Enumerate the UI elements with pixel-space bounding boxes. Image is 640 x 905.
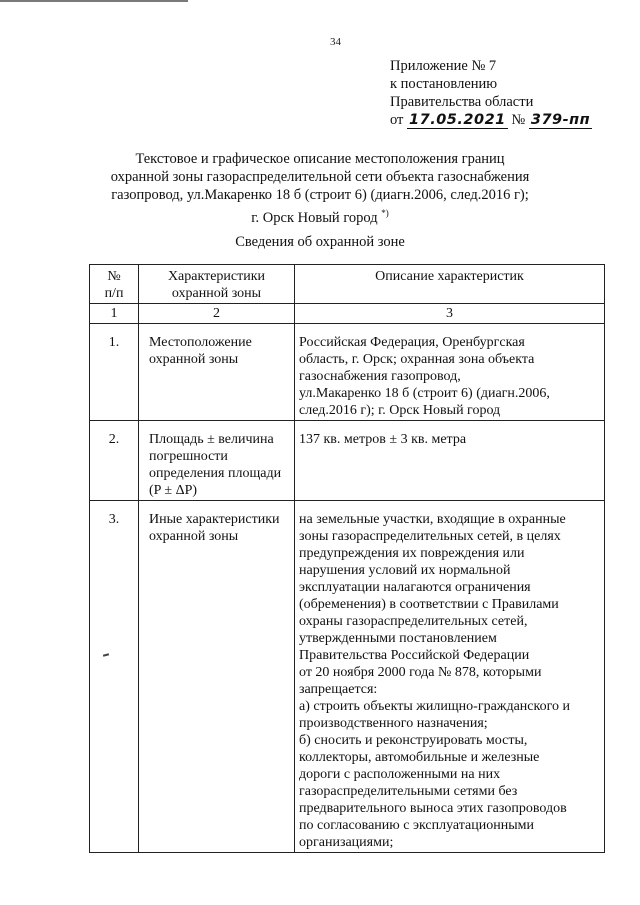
section-subtitle: Сведения об охранной зоне — [235, 234, 405, 250]
col-number-2: 2 — [139, 304, 295, 324]
char-line: погрешности — [149, 449, 228, 464]
desc-line: Российская Федерация, Оренбургская — [299, 335, 525, 350]
char-line: охранной зоны — [149, 529, 239, 544]
row-description — [295, 421, 605, 501]
header-char-line-1: Характеристики — [167, 269, 266, 284]
header-description: Описание характеристик — [295, 265, 605, 304]
column-number-row — [90, 304, 605, 324]
desc-line: газораспределительными сетями без — [299, 784, 518, 799]
desc-line: газоснабжения газопровод, — [299, 369, 461, 384]
handwritten-number: 379-пп — [530, 112, 591, 128]
table-row — [90, 324, 605, 421]
title-line-4 — [60, 204, 580, 227]
char-line: Местоположение — [149, 335, 252, 350]
footnote-mark: *) — [381, 208, 389, 218]
header-num — [90, 265, 139, 304]
desc-line: предварительного выноса этих газопроводов — [299, 801, 567, 816]
document-title — [60, 150, 580, 227]
desc-line: организациями; — [299, 835, 394, 850]
col-number-1: 1 — [90, 304, 139, 324]
desc-line: эксплуатации налагаются ограничения — [299, 580, 531, 595]
row-number: 2. — [90, 421, 139, 501]
desc-line: по согласованию с эксплуатационными — [299, 818, 534, 833]
row-description — [295, 324, 605, 421]
appendix-line-3: Правительства области — [390, 94, 534, 110]
table-row — [90, 501, 605, 853]
desc-line: дороги с расположенными на них — [299, 767, 501, 782]
desc-line: а) строить объекты жилищно-гражданского и — [299, 699, 570, 714]
desc-line: б) сносить и реконструировать мосты, — [299, 733, 528, 748]
title-line-3: газопровод, ул.Макаренко 18 б (строит 6) (диагн.2006, след.2016 г); — [111, 187, 529, 203]
header-characteristics — [139, 265, 295, 304]
desc-line: Правительства Российской Федерации — [299, 648, 530, 663]
page-number: 34 — [330, 36, 341, 48]
desc-line: предупреждения их повреждения или — [299, 546, 525, 561]
appendix-header — [390, 57, 592, 129]
row-characteristic — [139, 421, 295, 501]
desc-line: запрещается: — [299, 682, 378, 697]
desc-line: коллекторы, автомобильные и железные — [299, 750, 540, 765]
desc-line: производственного назначения; — [299, 716, 488, 731]
appendix-line-2: к постановлению — [390, 76, 498, 92]
desc-line: утвержденными постановлением — [299, 631, 497, 646]
appendix-no-sign: № — [511, 112, 526, 128]
char-line: Иные характеристики — [149, 512, 280, 527]
header-num-line-1: № — [107, 269, 121, 284]
appendix-prefix-ot: от — [390, 112, 404, 128]
desc-line: 137 кв. метров ± 3 кв. метра — [299, 432, 467, 447]
col-number-3: 3 — [295, 304, 605, 324]
desc-line: охраны газораспределительных сетей, — [299, 614, 528, 629]
appendix-line-1: Приложение № 7 — [390, 58, 497, 74]
row-number: 1. — [90, 324, 139, 421]
header-char-line-2: охранной зоны — [171, 286, 262, 301]
desc-line: след.2016 г); г. Орск Новый город — [299, 403, 501, 418]
title-city: г. Орск Новый город — [251, 209, 378, 226]
table-header-row — [90, 265, 605, 304]
desc-line: ул.Макаренко 18 б (строит 6) (диагн.2006, — [299, 386, 550, 401]
row-characteristic — [139, 324, 295, 421]
row-number: 3. — [90, 501, 139, 853]
row-description — [295, 501, 605, 853]
table-row — [90, 421, 605, 501]
desc-line: область, г. Орск; охранная зона объекта — [299, 352, 535, 367]
appendix-date-line — [390, 111, 592, 129]
char-line: Площадь ± величина — [149, 432, 274, 447]
char-line: охранной зоны — [149, 352, 239, 367]
header-num-line-2: п/п — [104, 286, 124, 301]
top-rule-line — [0, 0, 188, 2]
desc-line: нарушения условий их нормальной — [299, 563, 511, 578]
protection-zone-table — [89, 264, 605, 853]
char-line: (P ± ΔP) — [149, 483, 198, 498]
title-line-2: охранной зоны газораспределительной сети объекта газоснабжения — [110, 169, 530, 185]
desc-line: (обременения) в соответствии с Правилами — [299, 597, 559, 612]
title-line-1: Текстовое и графическое описание местоположения границ — [135, 151, 505, 167]
desc-line: от 20 ноября 2000 года № 878, которыми — [299, 665, 542, 680]
row-characteristic — [139, 501, 295, 853]
desc-line: на земельные участки, входящие в охранные — [299, 512, 566, 527]
handwritten-date: 17.05.2021 — [409, 112, 506, 128]
desc-line: зоны газораспределительных сетей, в целях — [299, 529, 561, 544]
char-line: определения площади — [149, 466, 282, 481]
